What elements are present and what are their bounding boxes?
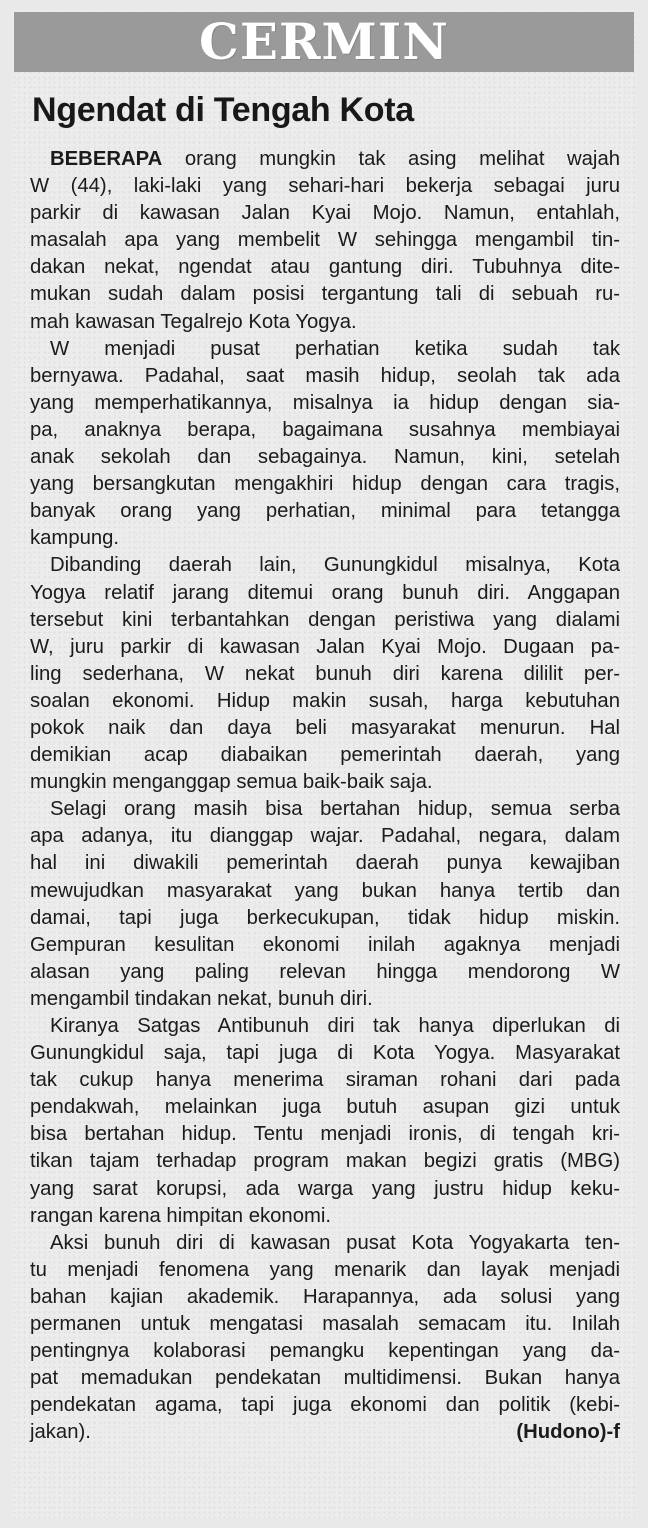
text-line: pendakwah, melainkan juga butuh asupan gizi untuk	[30, 1096, 620, 1119]
text-line: dakan nekat, ngendat atau gantung diri. Tubuhnya dite-	[30, 256, 620, 279]
text-line: pentingnya kolaborasi pemangku kepentingan yang da-	[30, 1340, 620, 1363]
text-line: parkir di kawasan Jalan Kyai Mojo. Namun, entahlah,	[30, 202, 620, 225]
text-line: anak sekolah dan sebagainya. Namun, kini, setelah	[30, 446, 620, 469]
rubric-banner	[14, 12, 634, 72]
text-line: hal ini diwakili pemerintah daerah punya kewajiban	[30, 852, 620, 875]
text-line: mukan sudah dalam posisi tergantung tali di sebuah ru-	[30, 283, 620, 306]
text-line: Gempuran kesulitan ekonomi inilah agaknya menjadi	[30, 933, 620, 956]
text-line: pa, anaknya berapa, bagaimana susahnya membiayai	[30, 418, 620, 441]
text-line: apa adanya, itu dianggap wajar. Padahal, negara, dalam	[30, 825, 620, 848]
text-line: mewujudkan masyarakat yang bukan hanya tertib dan	[30, 879, 620, 902]
text-line: Dibanding daerah lain, Gunungkidul misalnya, Kota	[50, 554, 620, 577]
newspaper-clipping	[12, 10, 636, 1518]
text-line: rangan karena himpitan ekonomi.	[30, 1204, 332, 1227]
closing-line	[30, 1419, 620, 1446]
text-line: tersebut kini terbantahkan dengan peristiwa yang dialami	[30, 608, 620, 631]
closing-fragment: jakan).	[30, 1421, 91, 1444]
paragraph-6	[30, 1230, 620, 1447]
text-line: permanen untuk mengatasi masalah semacam itu. Inilah	[30, 1313, 620, 1336]
text-line: BEBERAPA orang mungkin tak asing melihat wajah	[50, 148, 620, 170]
text-line: banyak orang yang perhatian, minimal para tetangga	[30, 500, 620, 523]
text-line: soalan ekonomi. Hidup makin susah, harga kebutuhan	[30, 689, 620, 712]
lead-word: BEBERAPA	[50, 148, 163, 170]
text-line: bernyawa. Padahal, saat masih hidup, seolah tak ada	[30, 364, 620, 387]
text-line: mungkin menganggap semua baik-baik saja.	[30, 771, 433, 794]
text-line: tikan tajam terhadap program makan begizi gratis (MBG)	[30, 1150, 620, 1173]
text-line: ling sederhana, W nekat bunuh diri karena dililit per-	[30, 662, 620, 685]
text-line: yang sarat korupsi, ada warga yang justru hidup keku-	[30, 1177, 620, 1200]
author-byline: (Hudono)-f	[516, 1421, 620, 1444]
text-line: bahan kajian akademik. Harapannya, ada solusi yang	[30, 1285, 620, 1308]
text-line: tu menjadi fenomena yang menarik dan layak menjadi	[30, 1258, 620, 1281]
text-line: damai, tapi juga berkecukupan, tidak hidup miskin.	[30, 906, 620, 929]
text-line: alasan yang paling relevan hingga mendorong W	[30, 960, 620, 983]
paragraph-1	[30, 146, 620, 336]
text-line: Selagi orang masih bisa bertahan hidup, semua serba	[50, 798, 620, 821]
paragraph-3	[30, 552, 620, 796]
text-line: yang bersangkutan mengakhiri hidup dengan cara tragis,	[30, 473, 620, 496]
text-line: yang memperhatikannya, misalnya ia hidup dengan sia-	[30, 391, 620, 414]
text-line: Yogya relatif jarang ditemui orang bunuh diri. Anggapan	[30, 581, 620, 604]
text-line: pat memadukan pendekatan multidimensi. Bukan hanya	[30, 1367, 620, 1390]
rubric-title: CERMIN	[199, 12, 449, 71]
text-line: mengambil tindakan nekat, bunuh diri.	[30, 987, 373, 1010]
text-line: tak cukup hanya menerima siraman rohani dari pada	[30, 1069, 620, 1092]
text-line: Aksi bunuh diri di kawasan pusat Kota Yogyakarta ten-	[50, 1231, 620, 1254]
text-line: Kiranya Satgas Antibunuh diri tak hanya diperlukan di	[50, 1015, 620, 1037]
text-line: W menjadi pusat perhatian ketika sudah tak	[50, 337, 620, 360]
text-line: W (44), laki-laki yang sehari-hari bekerja sebagai juru	[30, 175, 620, 198]
text-line: pokok naik dan daya beli masyarakat menurun. Hal	[30, 716, 620, 739]
paragraph-2	[30, 336, 620, 553]
text-line: bisa bertahan hidup. Tentu menjadi ironis, di tengah kri-	[30, 1123, 620, 1146]
text-line: demikian acap diabaikan pemerintah daerah, yang	[30, 744, 620, 767]
article-body	[30, 146, 620, 1447]
paragraph-4	[30, 796, 620, 1013]
text-line: pendekatan agama, tapi juga ekonomi dan politik (kebi-	[30, 1394, 620, 1417]
text-line: masalah apa yang membelit W sehingga mengambil tin-	[30, 229, 620, 252]
article-headline: Ngendat di Tengah Kota	[32, 91, 414, 129]
text-line: kampung.	[30, 527, 120, 550]
text-line: Gunungkidul saja, tapi juga di Kota Yogya. Masyarakat	[30, 1042, 620, 1065]
paragraph-5	[30, 1013, 620, 1230]
text-line: W, juru parkir di kawasan Jalan Kyai Mojo. Dugaan pa-	[30, 635, 620, 658]
text-line: mah kawasan Tegalrejo Kota Yogya.	[30, 310, 357, 333]
